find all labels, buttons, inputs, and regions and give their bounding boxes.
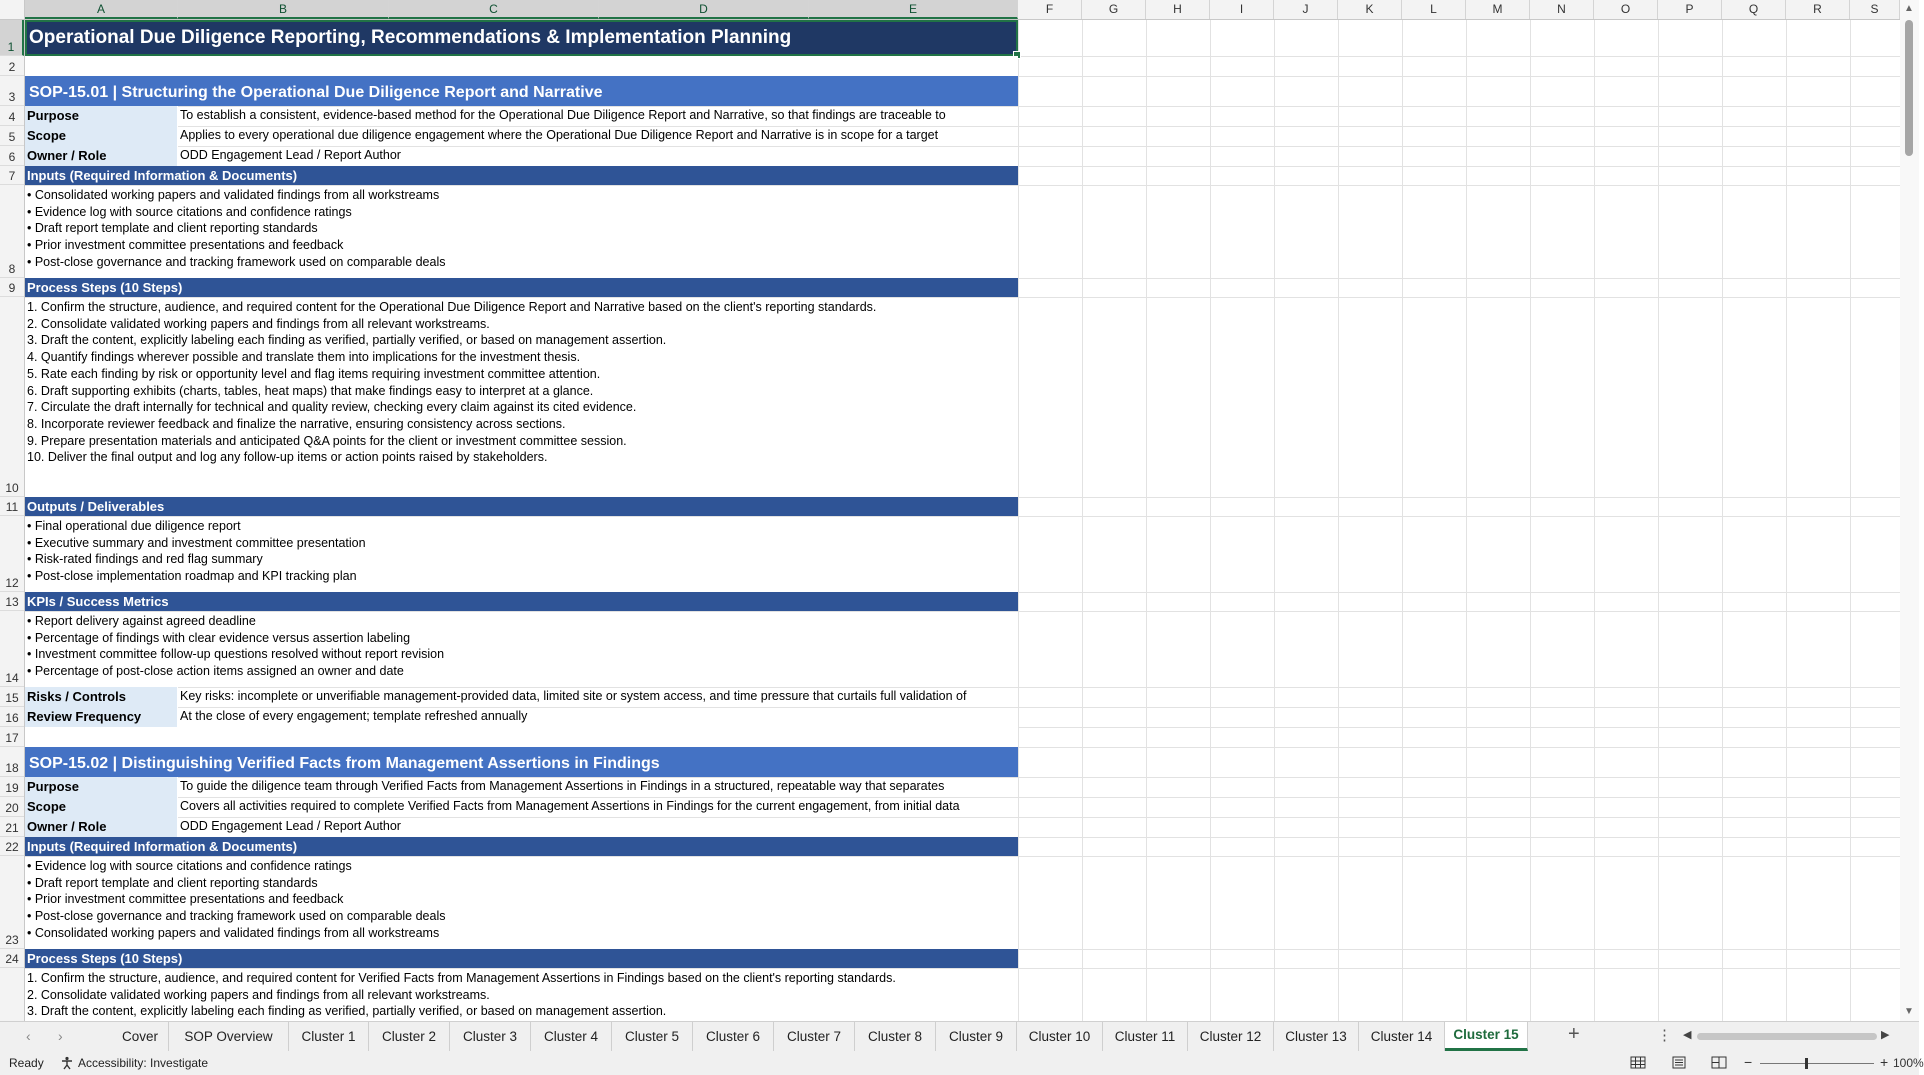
list-item: 7. Circulate the draft internally for technical and quality review, checking every claim against its cited evidence. [27,400,637,415]
accessibility-text: Accessibility: Investigate [78,1056,209,1070]
kpis-header-text: KPIs / Success Metrics [27,594,169,609]
list-item: • Percentage of findings with clear evidence versus assertion labeling [27,630,411,645]
column-header-l[interactable]: L [1402,0,1466,19]
column-header-bar [0,0,1900,20]
sheet-tab[interactable]: Cluster 5 [612,1022,693,1051]
empty-row[interactable] [25,727,1018,747]
vertical-scrollbar[interactable] [1900,0,1919,1021]
row-header[interactable]: 11 [0,497,24,516]
sop-header-text: SOP-15.02 | Distinguishing Verified Facts from Management Assertions in Findings [29,755,660,772]
owner-value: ODD Engagement Lead / Report Author [180,819,401,833]
sheet-title: Operational Due Diligence Reporting, Recommendations & Implementation Planning [29,27,792,48]
column-header-o[interactable]: O [1594,0,1658,19]
normal-view-icon[interactable] [1630,1056,1646,1069]
owner-row[interactable] [25,817,1018,837]
column-header-i[interactable]: I [1210,0,1274,19]
sheet-tab[interactable]: Cluster 3 [450,1022,531,1051]
risks-label: Risks / Controls [25,687,178,707]
select-all-corner[interactable] [0,0,25,19]
sheet-tab[interactable]: Cluster 14 [1359,1022,1445,1051]
steps-header-text: Process Steps (10 Steps) [27,951,183,966]
list-item: 9. Prepare presentation materials and anticipated Q&A points for the client or investment committee session. [27,433,627,448]
outputs-header-text: Outputs / Deliverables [27,499,165,514]
row-header[interactable]: 20 [0,797,24,817]
column-header-m[interactable]: M [1466,0,1530,19]
review-value: At the close of every engagement; template refreshed annually [180,709,528,723]
worksheet-grid[interactable] [25,20,1900,1021]
list-item: 1. Confirm the structure, audience, and required content for Verified Facts from Management Assertions in Findings based on the client's reporting standards. [27,971,896,985]
list-item: 8. Incorporate reviewer feedback and finalize the narrative, ensuring consistency across sections. [27,416,566,431]
inputs-cell[interactable] [25,185,1018,278]
list-item: 6. Draft supporting exhibits (charts, tables, heat maps) that make findings easy to interpret at a glance. [27,383,594,398]
status-bar [0,1051,1924,1075]
review-label: Review Frequency [25,707,178,727]
zoom-control[interactable] [1740,1054,1924,1071]
list-item: • Prior investment committee presentations and feedback [27,238,344,253]
list-item: 3. Draft the content, explicitly labeling each finding as verified, partially verified, or based on management assertion. [27,333,667,348]
column-header-e[interactable]: E [809,0,1018,19]
row-header[interactable]: 6 [0,146,24,166]
sop-header-text: SOP-15.01 | Structuring the Operational Due Diligence Report and Narrative [29,84,603,101]
row-header[interactable]: 14 [0,611,24,687]
list-item: • Draft report template and client reporting standards [27,221,318,236]
row-header[interactable]: 12 [0,516,24,592]
sheet-tab[interactable]: Cluster 8 [855,1022,936,1051]
zoom-out-icon[interactable]: − [1744,1054,1753,1070]
list-item: • Investment committee follow-up questions resolved without report revision [27,647,445,662]
sheet-tab[interactable]: Cover [112,1022,169,1051]
sop-header[interactable] [25,76,1018,106]
list-item: 2. Consolidate validated working papers and findings from all relevant workstreams. [27,987,490,1002]
row-header[interactable]: 23 [0,856,24,949]
list-item: • Evidence log with source citations and confidence ratings [27,204,352,219]
purpose-row[interactable] [25,777,1018,797]
list-item: • Draft report template and client reporting standards [27,875,318,890]
purpose-label: Purpose [25,777,178,797]
sheet-tab[interactable]: SOP Overview [169,1022,289,1051]
steps-header[interactable] [25,949,1018,968]
sheet-tab[interactable]: Cluster 6 [693,1022,774,1051]
row-header[interactable]: 9 [0,278,24,297]
list-item: • Evidence log with source citations and confidence ratings [27,859,352,873]
list-item: • Report delivery against agreed deadline [27,614,256,628]
scope-label: Scope [25,126,178,146]
tab-scroll-right-icon[interactable]: › [58,1028,63,1044]
column-header-n[interactable]: N [1530,0,1594,19]
outputs-header[interactable] [25,497,1018,516]
list-item: • Consolidated working papers and validated findings from all workstreams [27,925,440,940]
column-header-s[interactable]: S [1850,0,1900,19]
review-row[interactable] [25,707,1018,727]
row-header[interactable]: 17 [0,727,24,747]
steps-header-text: Process Steps (10 Steps) [27,280,183,295]
row-header[interactable]: 13 [0,592,24,611]
tab-scroll-left-icon[interactable]: ‹ [26,1028,31,1044]
steps-header[interactable] [25,278,1018,297]
accessibility-status[interactable] [60,1056,208,1070]
zoom-in-icon[interactable]: + [1880,1054,1889,1070]
column-header-j[interactable]: J [1274,0,1338,19]
sheet-tab[interactable]: Cluster 13 [1274,1022,1359,1051]
column-header-f[interactable]: F [1018,0,1082,19]
purpose-value: To guide the diligence team through Verified Facts from Management Assertions in Findings in a structured, repeatable way that separates [180,779,945,793]
column-header-b[interactable]: B [178,0,389,19]
risks-row[interactable] [25,687,1018,707]
sheet-tab[interactable]: Cluster 7 [774,1022,855,1051]
scope-value: Applies to every operational due diligence engagement where the Operational Due Diligence Report and Narrative is in scope for a target [180,128,939,142]
sheet-tab-active[interactable]: Cluster 15 [1445,1022,1528,1051]
list-item: • Post-close governance and tracking framework used on comparable deals [27,254,446,269]
purpose-label: Purpose [25,106,178,126]
column-header-c[interactable]: C [389,0,599,19]
accessibility-icon [60,1056,74,1070]
status-ready: Ready [9,1056,44,1070]
kpis-header[interactable] [25,592,1018,611]
owner-row[interactable] [25,146,1018,166]
page-break-view-icon[interactable] [1711,1056,1727,1069]
owner-label: Owner / Role [25,146,178,166]
owner-label: Owner / Role [25,817,178,837]
list-item: • Post-close implementation roadmap and KPI tracking plan [27,569,357,584]
row-header[interactable]: 21 [0,817,24,837]
column-header-h[interactable]: H [1146,0,1210,19]
sheet-tab[interactable]: Cluster 11 [1103,1022,1188,1051]
list-item: • Prior investment committee presentations and feedback [27,892,344,907]
scroll-right-icon[interactable]: ▶ [1881,1029,1890,1041]
sheet-title-cell[interactable] [25,20,1018,56]
list-item: 3. Draft the content, explicitly labeling each finding as verified, partially verified, or based on management assertion. [27,1004,667,1019]
list-item: 5. Rate each finding by risk or opportunity level and flag items requiring investment committee attention. [27,366,601,381]
scroll-up-icon[interactable]: ▲ [1904,3,1914,14]
add-sheet-icon[interactable]: + [1568,1023,1580,1045]
sheet-tab[interactable]: Cluster 12 [1188,1022,1274,1051]
purpose-value: To establish a consistent, evidence-based method for the Operational Due Diligence Report and Narrative, so that findings are traceable to [180,108,946,122]
inputs-header[interactable] [25,166,1018,185]
more-options-icon[interactable]: ⋮ [1657,1027,1672,1044]
list-item: • Executive summary and investment committee presentation [27,535,366,550]
inputs-cell[interactable] [25,856,1018,949]
column-header-a[interactable]: A [25,0,178,19]
list-item: • Final operational due diligence report [27,519,241,533]
row-header[interactable]: 5 [0,126,24,146]
row-header[interactable]: 1 [0,20,24,56]
page-layout-view-icon[interactable] [1671,1056,1687,1069]
sheet-tab[interactable]: Cluster 10 [1017,1022,1103,1051]
risks-value: Key risks: incomplete or unverifiable management-provided data, limited site or system access, and time pressure that curtails full validation of [180,689,967,703]
purpose-row[interactable] [25,106,1018,126]
scroll-down-icon[interactable]: ▼ [1904,1006,1914,1017]
row-header[interactable]: 10 [0,297,24,497]
row-header[interactable]: 16 [0,707,24,727]
column-header-q[interactable]: Q [1722,0,1786,19]
sheet-tab[interactable]: Cluster 4 [531,1022,612,1051]
zoom-slider-track[interactable] [1760,1063,1874,1064]
zoom-slider-knob[interactable] [1805,1058,1808,1069]
steps-cell[interactable] [25,968,1018,1021]
vertical-scroll-thumb[interactable] [1905,20,1913,156]
row-header[interactable]: 18 [0,747,24,777]
list-item: • Percentage of post-close action items assigned an owner and date [27,664,404,679]
column-header-g[interactable]: G [1082,0,1146,19]
list-item: • Post-close governance and tracking framework used on comparable deals [27,909,446,924]
scope-row[interactable] [25,797,1018,817]
horizontal-scrollbar[interactable] [1683,1029,1893,1043]
inputs-header-text: Inputs (Required Information & Documents) [27,839,298,854]
column-header-p[interactable]: P [1658,0,1722,19]
column-header-d[interactable]: D [599,0,809,19]
owner-value: ODD Engagement Lead / Report Author [180,148,401,162]
row-header[interactable]: 24 [0,949,24,968]
outputs-cell[interactable] [25,516,1018,592]
kpis-cell[interactable] [25,611,1018,687]
scope-row[interactable] [25,126,1018,146]
list-item: 1. Confirm the structure, audience, and required content for the Operational Due Diligence Report and Narrative based on the client's reporting standards. [27,300,877,314]
row-header[interactable]: 7 [0,166,24,185]
row-header[interactable]: 15 [0,687,24,707]
list-item: • Risk-rated findings and red flag summary [27,552,263,567]
inputs-header-text: Inputs (Required Information & Documents) [27,168,298,183]
horizontal-scroll-thumb[interactable] [1697,1033,1877,1040]
empty-row[interactable] [25,56,1018,76]
steps-cell[interactable] [25,297,1018,497]
sop-header[interactable] [25,747,1018,777]
scope-value: Covers all activities required to complete Verified Facts from Management Assertions in Findings for the current engagement, from initial data [180,799,960,813]
column-header-r[interactable]: R [1786,0,1850,19]
row-header-bar [0,20,25,1021]
sheet-tab[interactable]: Cluster 9 [936,1022,1017,1051]
zoom-level[interactable]: 100% [1893,1056,1924,1070]
row-header[interactable]: 8 [0,185,24,278]
row-header[interactable]: 3 [0,76,24,106]
sheet-tab[interactable]: Cluster 1 [289,1022,369,1051]
scroll-left-icon[interactable]: ◀ [1683,1029,1692,1041]
row-header[interactable]: 22 [0,837,24,856]
scope-label: Scope [25,797,178,817]
row-header[interactable]: 4 [0,106,24,126]
sheet-tab[interactable]: Cluster 2 [369,1022,450,1051]
row-header[interactable]: 2 [0,56,24,76]
sheet-tab-bar [0,1021,1919,1051]
list-item: 4. Quantify findings wherever possible and translate them into implications for the investment thesis. [27,350,581,365]
list-item: 10. Deliver the final output and log any follow-up items or action points raised by stakeholders. [27,450,548,465]
row-header[interactable]: 19 [0,777,24,797]
list-item: • Consolidated working papers and validated findings from all workstreams [27,188,440,202]
column-header-k[interactable]: K [1338,0,1402,19]
inputs-header[interactable] [25,837,1018,856]
list-item: 2. Consolidate validated working papers and findings from all relevant workstreams. [27,316,490,331]
